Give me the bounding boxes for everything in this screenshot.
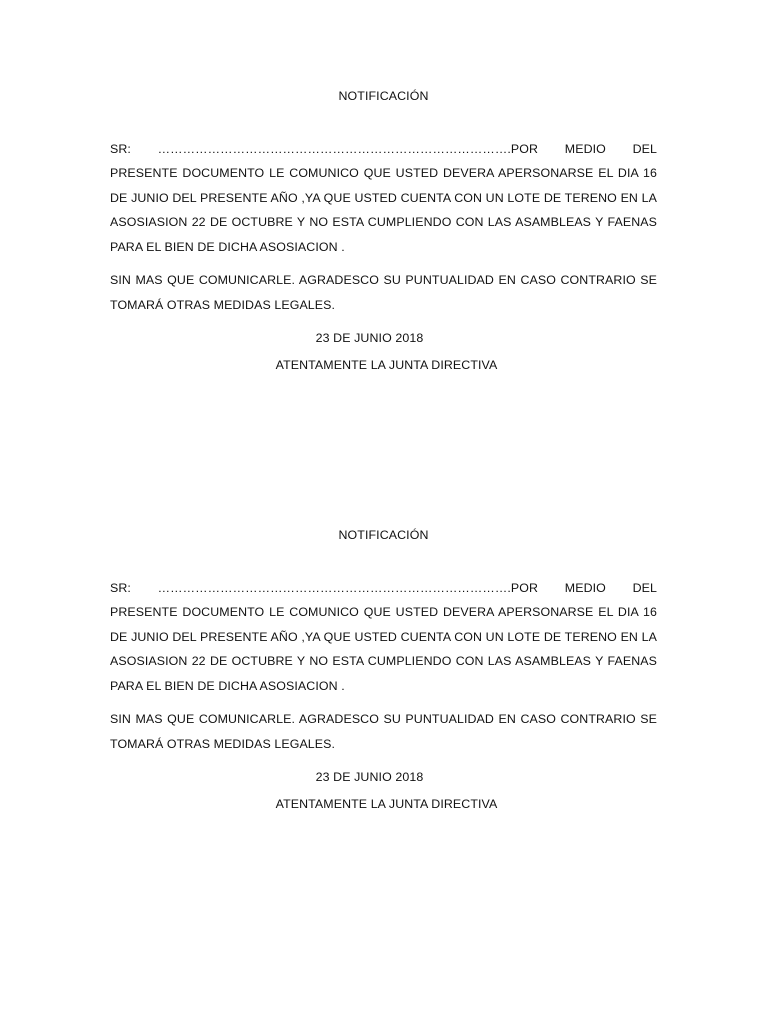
notice-title: NOTIFICACIÓN (338, 89, 429, 103)
notice-signature: ATENTAMENTE LA JUNTA DIRECTIVA (275, 796, 498, 811)
notice-closing-paragraph: SIN MAS QUE COMUNICARLE. AGRADESCO SU PUNTUALIDAD EN CASO CONTRARIO SE TOMARÁ OTRAS MEDIDAS LEGALES. (110, 712, 657, 751)
notice-date: 23 DE JUNIO 2018 (315, 331, 424, 345)
notice-body-paragraph: SR: ………………………………………………………………………….POR MEDIO DEL PRESENTE DOCUMENTO LE COMUNICO QUE USTED DEVERA APERSONARSE EL DIA 16 DE JUNIO DEL PRESENTE AÑO ,YA QUE USTED CUENTA CON UN LOTE DE TERENO EN LA ASOSIASION 22 DE OCTUBRE Y NO ESTA CUMPLIENDO CON LAS ASAMBLEAS Y FAENAS PARA EL BIEN DE DICHA ASOSIACION . (110, 580, 657, 693)
notice-2 (110, 523, 657, 816)
notice-signature: ATENTAMENTE LA JUNTA DIRECTIVA (275, 357, 498, 372)
notice-body-paragraph: SR: ………………………………………………………………………….POR MEDIO DEL PRESENTE DOCUMENTO LE COMUNICO QUE USTED DEVERA APERSONARSE EL DIA 16 DE JUNIO DEL PRESENTE AÑO ,YA QUE USTED CUENTA CON UN LOTE DE TERENO EN LA ASOSIASION 22 DE OCTUBRE Y NO ESTA CUMPLIENDO CON LAS ASAMBLEAS Y FAENAS PARA EL BIEN DE DICHA ASOSIACION . (110, 141, 657, 254)
notice-date: 23 DE JUNIO 2018 (315, 770, 424, 784)
notice-closing-paragraph: SIN MAS QUE COMUNICARLE. AGRADESCO SU PUNTUALIDAD EN CASO CONTRARIO SE TOMARÁ OTRAS MEDIDAS LEGALES. (110, 273, 657, 312)
notice-title: NOTIFICACIÓN (338, 528, 429, 542)
notice-1 (110, 84, 657, 377)
